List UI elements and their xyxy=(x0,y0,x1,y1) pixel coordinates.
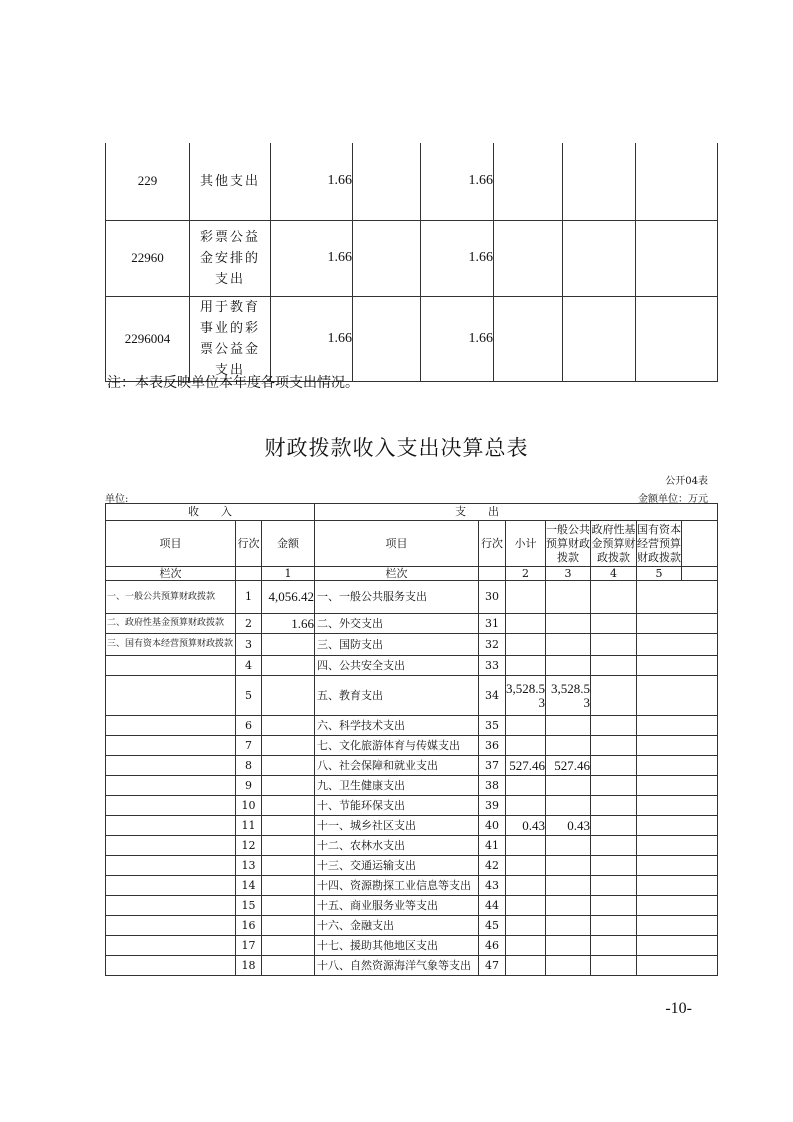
expense-item: 十四、资源勘探工业信息等支出 xyxy=(315,876,479,896)
row-value xyxy=(494,143,563,220)
expense-general-budget xyxy=(546,776,591,796)
expense-state-capital xyxy=(637,736,718,756)
expense-row-no: 45 xyxy=(479,916,506,936)
table-row xyxy=(106,936,718,956)
row-value xyxy=(636,143,718,220)
expense-item: 六、科学技术支出 xyxy=(315,716,479,736)
row-value xyxy=(353,143,421,220)
income-item xyxy=(106,656,236,676)
expense-gov-fund xyxy=(591,856,637,876)
expense-item: 四、公共安全支出 xyxy=(315,656,479,676)
expense-row-no: 39 xyxy=(479,796,506,816)
expense-general-budget xyxy=(546,876,591,896)
income-row-no: 17 xyxy=(236,936,262,956)
expense-item: 十一、城乡社区支出 xyxy=(315,816,479,836)
expense-state-capital xyxy=(637,856,718,876)
expense-item: 十八、自然资源海洋气象等支出 xyxy=(315,956,479,976)
table-row xyxy=(106,756,718,776)
expense-gov-fund xyxy=(591,836,637,856)
index-label: 栏次 xyxy=(106,567,236,581)
income-amount xyxy=(262,634,315,656)
expense-state-capital xyxy=(637,776,718,796)
header-gov-fund: 政府性基金预算财政拨款 xyxy=(591,521,637,567)
expense-item: 十二、农林水支出 xyxy=(315,836,479,856)
header-amount: 金额 xyxy=(262,521,315,567)
expense-state-capital xyxy=(637,614,718,634)
income-amount xyxy=(262,956,315,976)
row-value xyxy=(353,220,421,296)
income-amount xyxy=(262,716,315,736)
table-row xyxy=(106,856,718,876)
index-gov-fund: 4 xyxy=(591,567,637,581)
expense-subtotal xyxy=(506,776,546,796)
expense-item: 二、外交支出 xyxy=(315,614,479,634)
expense-item: 八、社会保障和就业支出 xyxy=(315,756,479,776)
expense-gov-fund xyxy=(591,716,637,736)
income-row-no: 13 xyxy=(236,856,262,876)
expense-gov-fund xyxy=(591,916,637,936)
income-amount xyxy=(262,876,315,896)
expense-state-capital xyxy=(637,756,718,776)
expense-row-no: 40 xyxy=(479,816,506,836)
expense-header: 支 出 xyxy=(315,504,718,521)
expense-row-no: 46 xyxy=(479,936,506,956)
row-value: 1.66 xyxy=(271,220,353,296)
expense-gov-fund xyxy=(591,676,637,716)
row-value: 1.66 xyxy=(421,143,494,220)
income-item: 二、政府性基金预算财政拨款 xyxy=(106,614,236,634)
row-value xyxy=(494,296,563,381)
expense-row-no: 31 xyxy=(479,614,506,634)
table-row xyxy=(106,614,718,634)
expense-subtotal xyxy=(506,736,546,756)
expense-state-capital xyxy=(637,836,718,856)
income-item xyxy=(106,896,236,916)
income-row-no: 1 xyxy=(236,581,262,614)
expense-gov-fund xyxy=(591,956,637,976)
income-row-no: 16 xyxy=(236,916,262,936)
income-item xyxy=(106,756,236,776)
index-blank xyxy=(682,567,718,581)
table-row xyxy=(106,836,718,856)
income-row-no: 6 xyxy=(236,716,262,736)
expense-row-no: 34 xyxy=(479,676,506,716)
index-blank xyxy=(479,567,506,581)
table-row xyxy=(106,816,718,836)
expense-subtotal xyxy=(506,634,546,656)
income-item xyxy=(106,796,236,816)
expense-general-budget: 0.43 xyxy=(546,816,591,836)
header-state-capital: 国有资本经营预算财政拨款 xyxy=(637,521,682,567)
expense-subtotal xyxy=(506,656,546,676)
expense-subtotal xyxy=(506,796,546,816)
expense-state-capital xyxy=(637,936,718,956)
expense-subtotal xyxy=(506,836,546,856)
income-item xyxy=(106,736,236,756)
income-amount xyxy=(262,736,315,756)
income-item xyxy=(106,776,236,796)
expense-gov-fund xyxy=(591,796,637,816)
income-amount xyxy=(262,776,315,796)
expense-gov-fund xyxy=(591,581,637,614)
income-amount xyxy=(262,816,315,836)
income-amount xyxy=(262,856,315,876)
row-name: 其他支出 xyxy=(190,143,271,220)
expense-state-capital xyxy=(637,876,718,896)
expense-row-no: 37 xyxy=(479,756,506,776)
expense-general-budget: 3,528.53 xyxy=(546,676,591,716)
expense-row-no: 30 xyxy=(479,581,506,614)
row-value: 1.66 xyxy=(271,296,353,381)
row-value: 1.66 xyxy=(421,296,494,381)
expense-subtotal: 3,528.53 xyxy=(506,676,546,716)
index-exp-label: 栏次 xyxy=(315,567,479,581)
index-blank xyxy=(236,567,262,581)
expense-row-no: 38 xyxy=(479,776,506,796)
page-title: 财政拨款收入支出决算总表 xyxy=(264,436,529,460)
column-index-row xyxy=(106,567,718,581)
income-item: 三、国有资本经营预算财政拨款 xyxy=(106,634,236,656)
expense-state-capital xyxy=(637,656,718,676)
income-amount xyxy=(262,936,315,956)
income-row-no: 4 xyxy=(236,656,262,676)
table-row xyxy=(106,736,718,756)
expense-gov-fund xyxy=(591,756,637,776)
expense-general-budget xyxy=(546,656,591,676)
fiscal-summary-table xyxy=(105,503,718,976)
income-item xyxy=(106,936,236,956)
header-item: 项目 xyxy=(106,521,236,567)
table-row xyxy=(106,143,718,220)
expense-row-no: 41 xyxy=(479,836,506,856)
expense-state-capital xyxy=(637,956,718,976)
income-amount xyxy=(262,796,315,816)
income-row-no: 3 xyxy=(236,634,262,656)
expense-item: 三、国防支出 xyxy=(315,634,479,656)
income-amount xyxy=(262,756,315,776)
expense-gov-fund xyxy=(591,816,637,836)
income-item xyxy=(106,836,236,856)
row-value xyxy=(353,296,421,381)
expense-state-capital xyxy=(637,816,718,836)
income-row-no: 8 xyxy=(236,756,262,776)
income-item xyxy=(106,876,236,896)
income-row-no: 12 xyxy=(236,836,262,856)
expense-general-budget xyxy=(546,716,591,736)
expense-state-capital xyxy=(637,796,718,816)
expense-gov-fund xyxy=(591,936,637,956)
header-spacer xyxy=(682,521,718,567)
table-row xyxy=(106,876,718,896)
row-value xyxy=(563,296,636,381)
header-subtotal: 小计 xyxy=(506,521,546,567)
expense-state-capital xyxy=(637,716,718,736)
income-item xyxy=(106,956,236,976)
expense-general-budget xyxy=(546,836,591,856)
header-exp-row-no: 行次 xyxy=(479,521,506,567)
expense-row-no: 44 xyxy=(479,896,506,916)
expense-gov-fund xyxy=(591,634,637,656)
index-general-budget: 3 xyxy=(546,567,591,581)
expense-subtotal xyxy=(506,716,546,736)
expense-state-capital xyxy=(637,896,718,916)
expense-subtotal: 0.43 xyxy=(506,816,546,836)
income-item xyxy=(106,816,236,836)
expense-row-no: 33 xyxy=(479,656,506,676)
expense-general-budget xyxy=(546,916,591,936)
expense-state-capital xyxy=(637,634,718,656)
expense-row-no: 35 xyxy=(479,716,506,736)
expense-item: 九、卫生健康支出 xyxy=(315,776,479,796)
row-value xyxy=(636,296,718,381)
expense-gov-fund xyxy=(591,736,637,756)
expense-subtotal: 527.46 xyxy=(506,756,546,776)
table-row xyxy=(106,220,718,296)
income-amount: 1.66 xyxy=(262,614,315,634)
expense-subtotal xyxy=(506,956,546,976)
row-value: 1.66 xyxy=(421,220,494,296)
header-exp-item: 项目 xyxy=(315,521,479,567)
row-value xyxy=(563,143,636,220)
income-item xyxy=(106,856,236,876)
row-code: 2296004 xyxy=(106,296,190,381)
row-code: 229 xyxy=(106,143,190,220)
income-row-no: 15 xyxy=(236,896,262,916)
expense-general-budget xyxy=(546,796,591,816)
row-name: 用于教育事业的彩票公益金支出 xyxy=(190,296,271,381)
expense-subtotal xyxy=(506,856,546,876)
income-row-no: 11 xyxy=(236,816,262,836)
expense-item: 十、节能环保支出 xyxy=(315,796,479,816)
column-header-row xyxy=(106,521,718,567)
unit-label: 单位: xyxy=(105,494,129,505)
expense-general-budget xyxy=(546,896,591,916)
table-row xyxy=(106,581,718,614)
row-value xyxy=(494,220,563,296)
table-note: 注：本表反映单位本年度各项支出情况。 xyxy=(107,375,359,391)
expense-subtotal xyxy=(506,876,546,896)
table-row xyxy=(106,656,718,676)
income-row-no: 9 xyxy=(236,776,262,796)
index-income-amount: 1 xyxy=(262,567,315,581)
income-row-no: 10 xyxy=(236,796,262,816)
row-name: 彩票公益金安排的支出 xyxy=(190,220,271,296)
table-row xyxy=(106,716,718,736)
table-row xyxy=(106,676,718,716)
expense-gov-fund xyxy=(591,656,637,676)
expense-general-budget xyxy=(546,581,591,614)
amount-unit: 金额单位：万元 xyxy=(638,494,708,505)
form-number: 公开04表 xyxy=(665,476,708,487)
income-row-no: 18 xyxy=(236,956,262,976)
expense-general-budget xyxy=(546,634,591,656)
row-value xyxy=(636,220,718,296)
expense-gov-fund xyxy=(591,614,637,634)
table-row xyxy=(106,896,718,916)
income-row-no: 14 xyxy=(236,876,262,896)
table-row xyxy=(106,796,718,816)
table-row xyxy=(106,296,718,381)
row-value: 1.66 xyxy=(271,143,353,220)
expense-subtotal xyxy=(506,581,546,614)
expense-state-capital xyxy=(637,676,718,716)
expense-state-capital xyxy=(637,916,718,936)
expenditure-detail-table xyxy=(105,143,718,382)
income-amount: 4,056.42 xyxy=(262,581,315,614)
expense-gov-fund xyxy=(591,896,637,916)
table-row xyxy=(106,956,718,976)
expense-general-budget xyxy=(546,936,591,956)
income-item xyxy=(106,676,236,716)
income-item xyxy=(106,716,236,736)
header-general-budget: 一般公共预算财政拨款 xyxy=(546,521,591,567)
expense-gov-fund xyxy=(591,876,637,896)
income-amount xyxy=(262,916,315,936)
header-row-no: 行次 xyxy=(236,521,262,567)
expense-general-budget xyxy=(546,956,591,976)
expense-row-no: 47 xyxy=(479,956,506,976)
income-row-no: 5 xyxy=(236,676,262,716)
table-row xyxy=(106,916,718,936)
expense-subtotal xyxy=(506,916,546,936)
expense-general-budget: 527.46 xyxy=(546,756,591,776)
expense-item: 五、教育支出 xyxy=(315,676,479,716)
expense-subtotal xyxy=(506,936,546,956)
row-code: 22960 xyxy=(106,220,190,296)
expense-item: 十七、援助其他地区支出 xyxy=(315,936,479,956)
income-header: 收 入 xyxy=(106,504,315,521)
expense-general-budget xyxy=(546,614,591,634)
table-row xyxy=(106,634,718,656)
page-number: -10- xyxy=(665,1000,692,1017)
expense-row-no: 43 xyxy=(479,876,506,896)
expense-item: 十六、金融支出 xyxy=(315,916,479,936)
expense-item: 十三、交通运输支出 xyxy=(315,856,479,876)
income-amount xyxy=(262,656,315,676)
income-amount xyxy=(262,676,315,716)
section-header-row xyxy=(106,504,718,521)
income-row-no: 2 xyxy=(236,614,262,634)
table-row xyxy=(106,776,718,796)
expense-general-budget xyxy=(546,736,591,756)
expense-subtotal xyxy=(506,614,546,634)
income-row-no: 7 xyxy=(236,736,262,756)
expense-row-no: 36 xyxy=(479,736,506,756)
income-item: 一、一般公共预算财政拨款 xyxy=(106,581,236,614)
expense-item: 一、一般公共服务支出 xyxy=(315,581,479,614)
income-amount xyxy=(262,836,315,856)
expense-item: 十五、商业服务业等支出 xyxy=(315,896,479,916)
row-value xyxy=(563,220,636,296)
expense-row-no: 42 xyxy=(479,856,506,876)
expense-item: 七、文化旅游体育与传媒支出 xyxy=(315,736,479,756)
index-subtotal: 2 xyxy=(506,567,546,581)
expense-gov-fund xyxy=(591,776,637,796)
expense-state-capital xyxy=(637,581,718,614)
income-amount xyxy=(262,896,315,916)
expense-subtotal xyxy=(506,896,546,916)
index-state-capital: 5 xyxy=(637,567,682,581)
expense-general-budget xyxy=(546,856,591,876)
expense-row-no: 32 xyxy=(479,634,506,656)
income-item xyxy=(106,916,236,936)
